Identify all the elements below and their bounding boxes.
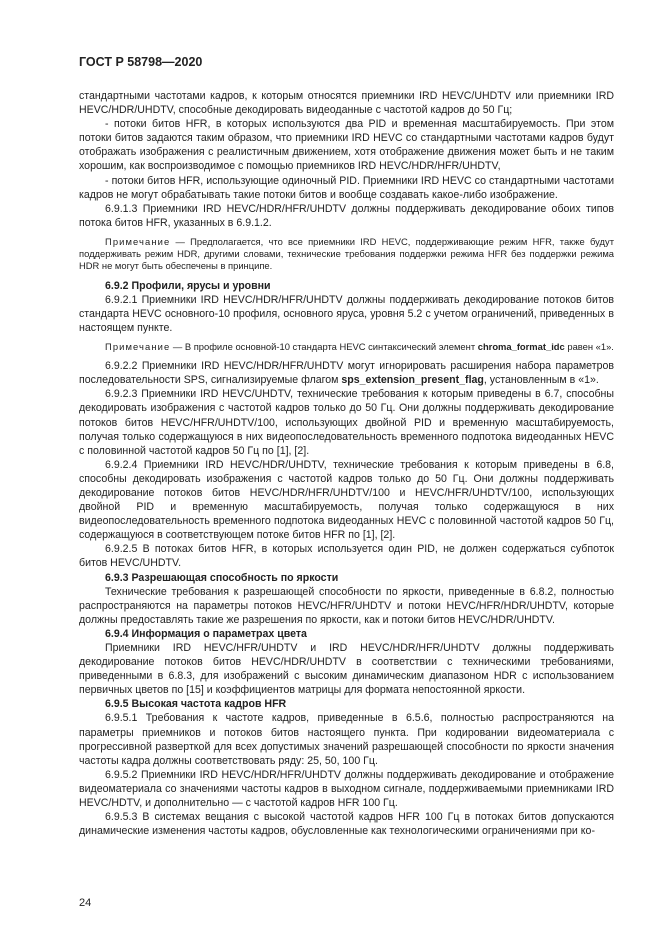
paragraph-text: , установленным в «1». [483,374,599,387]
paragraph: 6.9.2.5 В потоках битов HFR, в которых используется один PID, не должен содержаться субпоток битов HEVC/UHDTV. [79,543,614,570]
syntax-element: sps_extension_present_flag [341,374,484,387]
paragraph: 6.9.5.2 Приемники IRD HEVC/HDR/HFR/UHDTV должны поддерживать декодирование и отображение видеоматериала со значениями частоты кадров в выходном сигнале, поддерживаемыми приемниками IRD HEVC/HDTV, и дополнительно — с частотой кадров HFR 100 Гц. [79,768,614,810]
page-number: 24 [79,897,92,909]
standard-header: ГОСТ Р 58798—2020 [79,55,203,69]
paragraph: 6.9.1.3 Приемники IRD HEVC/HDR/HFR/UHDTV должны поддерживать декодирование обоих типов потока битов HFR, указанных в 6.9.1.2. [79,202,614,229]
section-heading: 6.9.3 Разрешающая способность по яркости [105,571,339,584]
note-text: — Предполагается, что все приемники IRD HEVC, поддерживающие режим HFR, также будут поддерживать режим HDR, другими словами, технические требования поддержки режима HFR без поддержки режима HDR не могут быть обеспечены в принципе. [79,235,614,272]
note-label: Примечание [105,340,171,352]
paragraph: 6.9.5.1 Требования к частоте кадров, приведенные в 6.5.6, полностью распространяются на параметры приемников и потоков битов настоящего пункта. При кодировании видеоматериала с прогрессивной разверткой для всех допустимых значений разрешающей способности по яркости значения частоты кадра должны соответствовать ряду: 25, 50, 100 Гц. [79,712,614,767]
section-heading: 6.9.5 Высокая частота кадров HFR [105,698,287,711]
paragraph: Приемники IRD HEVC/HFR/UHDTV и IRD HEVC/HDR/HFR/UHDTV должны поддерживать декодирование потоков битов HEVC/HDR/UHDTV в соответствии с техническими требованиями, приведенными в 6.8.3, для изображений с высоким динамическим диапазоном HDR с использованием первичных цветов по [15] и коэффициентов матрицы для формата непостоянной яркости. [79,642,614,697]
paragraph: 6.9.2.1 Приемники IRD HEVC/HDR/HFR/UHDTV должны поддерживать декодирование потоков битов стандарта HEVC основного-10 профиля, основного яруса, уровня 5.2 с учетом ограничений, приведенных в настоящем пункте. [79,293,614,334]
paragraph-text: 6.9.2.2 Приемники IRD HEVC/HDR/HFR/UHDTV могут игнорировать расширения набора параметров последовательности SPS, сигнализируемые флагом [79,360,614,387]
paragraph: - потоки битов HFR, в которых используются два PID и временная масштабируемость. При этом потоки битов задаются таким образом, что приемники IRD HEVC со стандартными частотами кадров будут отображать изображения с реалистичным движением, хотя отображение движения может быть и не таким хорошим, как воспроизводимое с помощью приемников IRD HEVC/HDR/HFR/UHDTV, [79,118,614,173]
note [79,236,614,273]
paragraph: 6.9.2.3 Приемники IRD HEVC/UHDTV, технические требования к которым приведены в 6.7, способны декодировать изображения с частотой кадров только до 50 Гц. Они должны поддерживать декодирование потоков битов HEVC/HFR/UHDTV/100, использующих двойной PID и временную масштабируемость, получая только содержащуюся в них видеопоследовательность временного подпотока видеоданных HEVC с половинной частотой кадров 50 Гц по [1], [2]. [79,388,614,457]
note-text: равен «1». [564,340,614,352]
note-label: Примечание [105,235,171,247]
section-heading: 6.9.2 Профили, ярусы и уровни [105,279,271,292]
note [79,341,614,353]
section-heading: 6.9.4 Информация о параметрах цвета [105,627,307,640]
paragraph: 6.9.5.3 В системах вещания с высокой частотой кадров HFR 100 Гц в потоках битов допускаются динамические изменения частоты кадров, обусловленные как технологическими ограничениями при ко- [79,811,614,838]
paragraph: 6.9.2.4 Приемники IRD HEVC/HDR/UHDTV, технические требования к которым приведены в 6.8, способны декодировать изображения с частотой кадров только до 50 Гц. Они должны поддерживать декодирование потоков битов HEVC/HDR/HFR/UHDTV/100 и HEVC/HFR/UHDTV/100, использующих двойной PID и временную масштабируемость, получая только содержащуюся в них видеопоследовательность временного подпотока видеоданных HEVC с половинной частотой кадров 50 Гц, содержащуюся в соответствующем потоке битов HFR по [1], [2]. [79,458,614,542]
note-text: — В профиле основной-10 стандарта HEVC синтаксический элемент [170,340,478,352]
paragraph [79,359,614,387]
syntax-element: chroma_format_idc [477,340,565,352]
paragraph: Технические требования к разрешающей способности по яркости, приведенные в 6.8.2, полностью распространяются на параметры потоков HEVC/HFR/UHDTV и потоки HEVC/HFR/HDR/UHDTV, которые должны предоставлять такие же разрешения по яркости, как и потоки битов HEVC/HDR/UHDTV. [79,585,614,626]
paragraph: - потоки битов HFR, использующие одиночный PID. Приемники IRD HEVC со стандартными частотами кадров не могут обрабатывать такие потоки битов и вообще создавать какое-либо изображение. [79,174,614,201]
document-page [79,55,614,838]
paragraph: стандартными частотами кадров, к которым относятся приемники IRD HEVC/UHDTV или приемники IRD HEVC/HDR/UHDTV, способные декодировать видеоданные с частотой кадров до 50 Гц; [79,90,614,117]
